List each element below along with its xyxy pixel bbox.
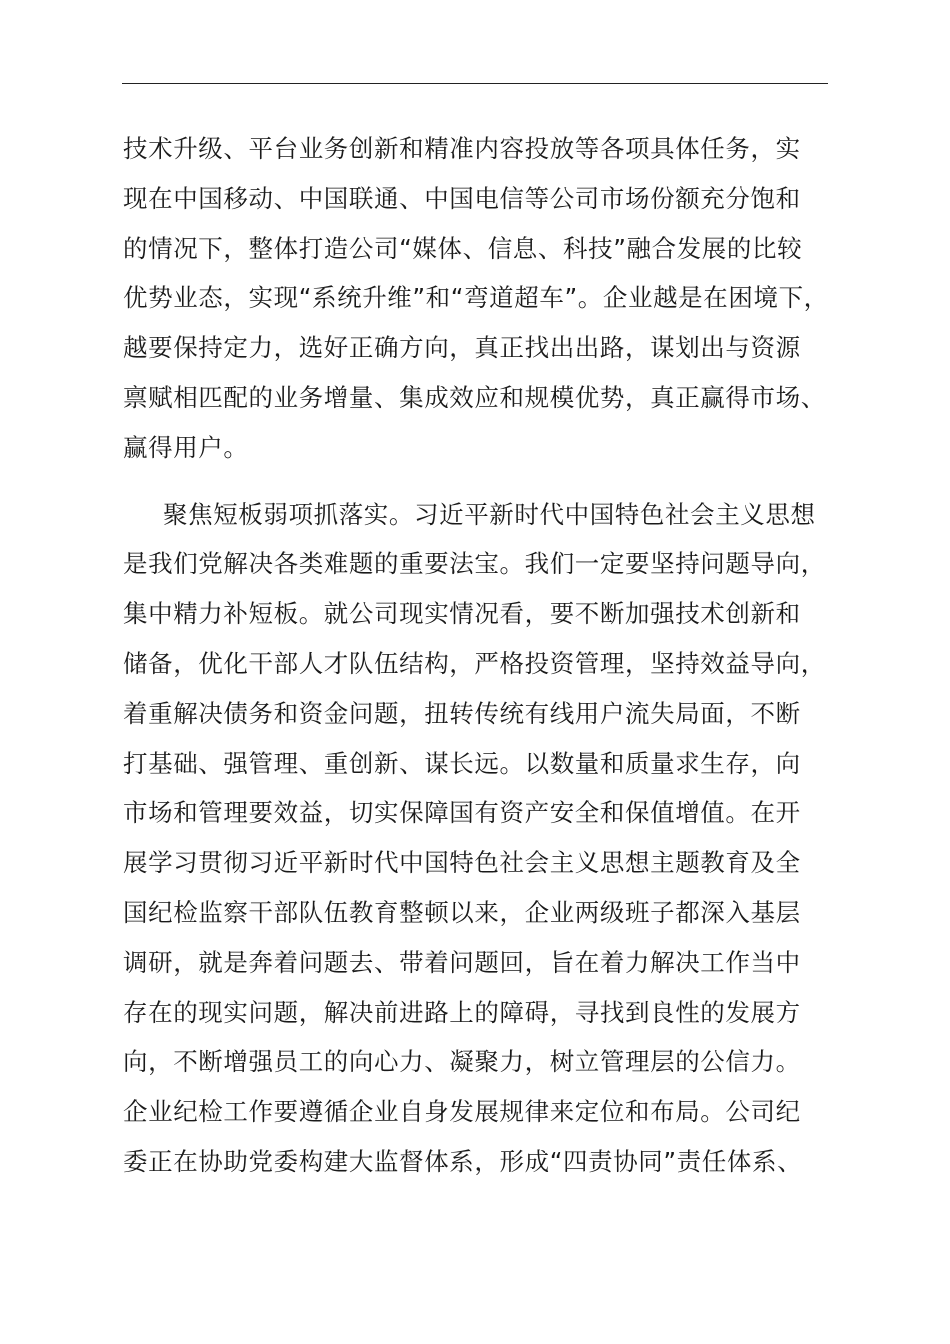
text-line: 优势业态，实现“系统升维”和“弯道超车”。企业越是在困境下， — [123, 283, 829, 313]
text-line: 集中精力补短板。就公司现实情况看，要不断加强技术创新和 — [123, 599, 801, 629]
paragraph-1 — [123, 124, 863, 473]
text-line: 储备，优化干部人才队伍结构，严格投资管理，坚持效益导向， — [123, 648, 826, 678]
text-line: 市场和管理要效益，切实保障国有资产安全和保值增值。在开 — [123, 798, 801, 828]
text-line: 向，不断增强员工的向心力、凝聚力，树立管理层的公信力。 — [123, 1047, 801, 1077]
text-line: 的情况下，整体打造公司“媒体、信息、科技”融合发展的比较 — [123, 233, 803, 263]
body-text — [123, 124, 863, 1187]
text-line: 禀赋相匹配的业务增量、集成效应和规模优势，真正赢得市场、 — [123, 382, 826, 412]
text-line: 国纪检监察干部队伍教育整顿以来，企业两级班子都深入基层 — [123, 897, 801, 927]
text-line: 技术升级、平台业务创新和精准内容投放等各项具体任务，实 — [123, 134, 801, 163]
text-line: 着重解决债务和资金问题，扭转传统有线用户流失局面，不断 — [123, 698, 801, 728]
paragraph-2 — [123, 490, 863, 1187]
text-line: 聚焦短板弱项抓落实。习近平新时代中国特色社会主义思想 — [163, 499, 816, 529]
text-line: 展学习贯彻习近平新时代中国特色社会主义思想主题教育及全 — [123, 848, 801, 878]
text-line: 调研，就是奔着问题去、带着问题回，旨在着力解决工作当中 — [123, 947, 801, 977]
text-line: 企业纪检工作要遵循企业自身发展规律来定位和布局。公司纪 — [123, 1097, 801, 1127]
text-line: 现在中国移动、中国联通、中国电信等公司市场份额充分饱和 — [123, 183, 801, 213]
header-rule — [122, 83, 828, 84]
text-line: 赢得用户。 — [123, 432, 249, 462]
text-line: 是我们党解决各类难题的重要法宝。我们一定要坚持问题导向， — [123, 549, 826, 579]
text-line: 打基础、强管理、重创新、谋长远。以数量和质量求生存，向 — [123, 748, 801, 778]
text-line: 存在的现实问题，解决前进路上的障碍，寻找到良性的发展方 — [123, 997, 801, 1027]
text-line: 越要保持定力，选好正确方向，真正找出出路，谋划出与资源 — [123, 333, 801, 363]
text-line: 委正在协助党委构建大监督体系，形成“四责协同”责任体系、 — [123, 1146, 803, 1176]
